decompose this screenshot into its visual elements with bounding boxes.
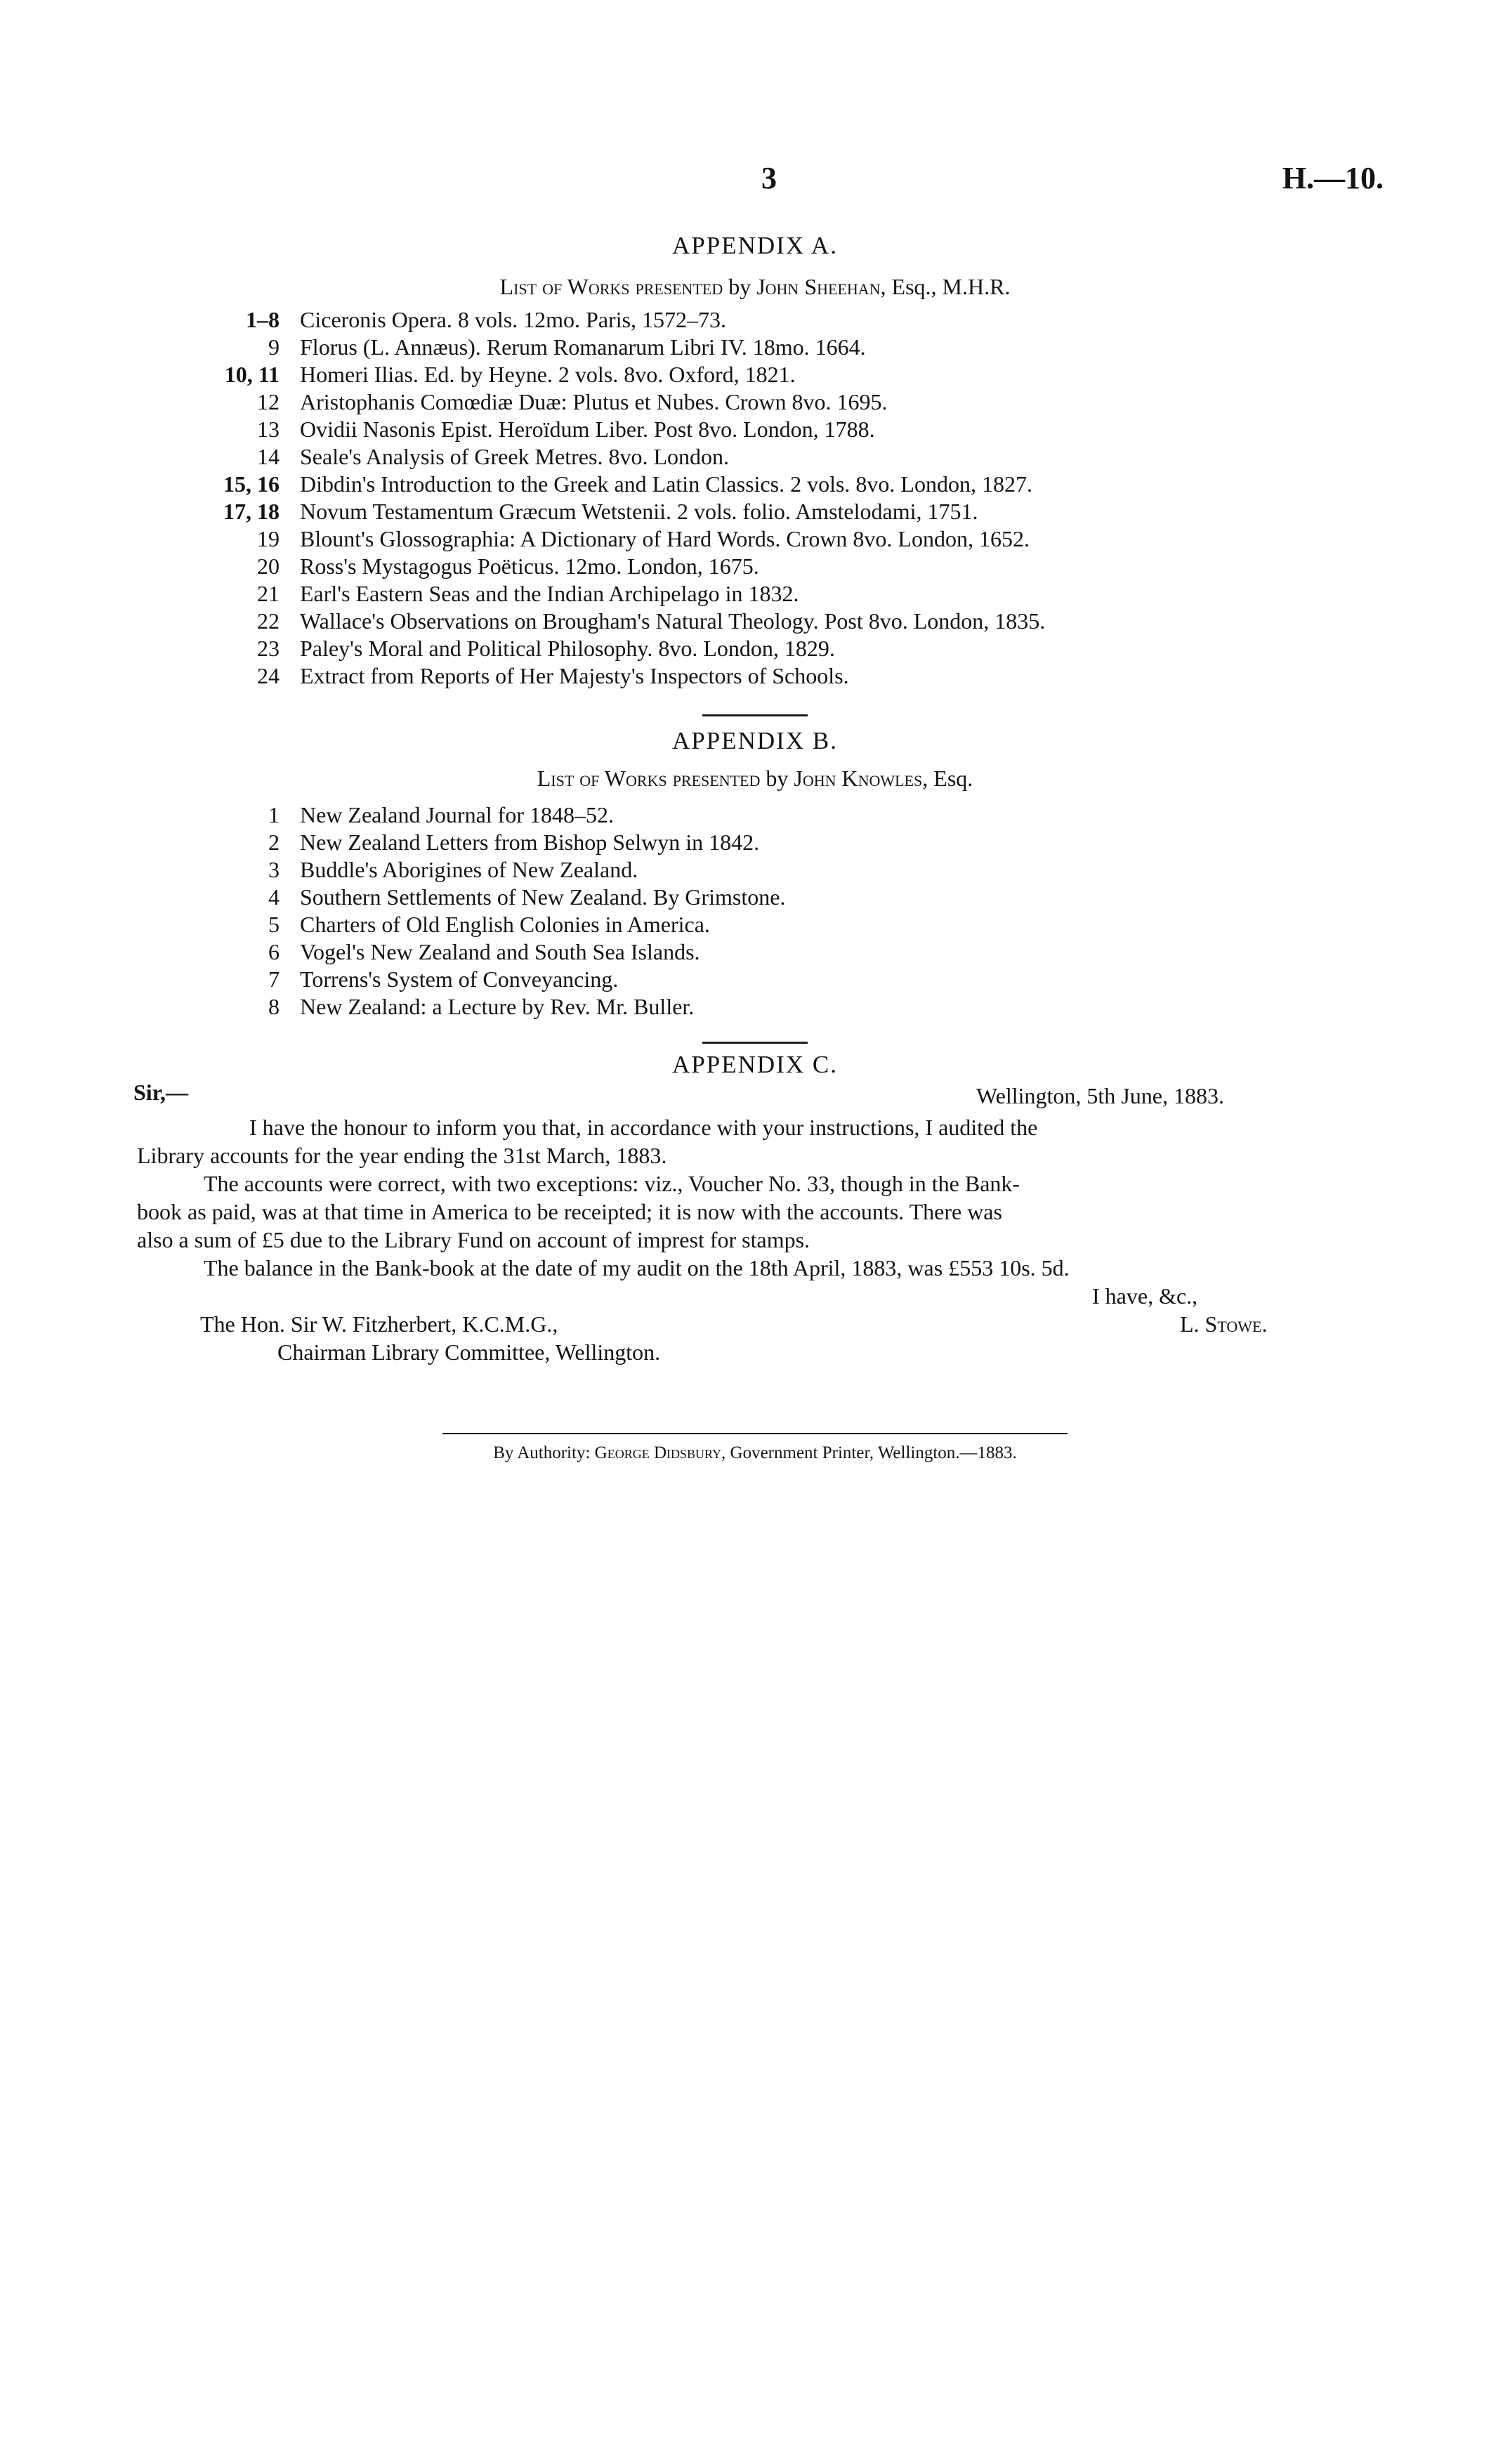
list-item — [0, 388, 1510, 416]
list-item — [0, 883, 1510, 911]
letter-line-4: book as paid, was at that time in America to be receipted; it is now with the accounts. There was — [137, 1199, 1002, 1224]
printer-imprint — [0, 1443, 1510, 1463]
list-item — [0, 938, 1510, 966]
item-number: 2 — [268, 830, 280, 855]
list-item — [0, 360, 1510, 388]
list-item — [0, 856, 1510, 884]
item-number: 20 — [257, 553, 280, 579]
item-number: 3 — [268, 857, 280, 882]
donor-suffix: , Esq. — [922, 766, 973, 791]
appendix-b-heading: APPENDIX B. — [672, 727, 838, 754]
item-title: Vogel's New Zealand and South Sea Islands. — [300, 939, 700, 964]
list-item — [0, 443, 1510, 471]
list-title: List of Works presented — [537, 766, 761, 791]
item-number: 5 — [268, 912, 280, 937]
letter-salutation: Sir,— — [133, 1080, 188, 1105]
imprint-prefix: By Authority: — [493, 1443, 595, 1462]
appendix-a-heading: APPENDIX A. — [672, 232, 838, 259]
item-title: Paley's Moral and Political Philosophy. 8vo. London, 1829. — [300, 636, 835, 661]
item-number: 15, 16 — [223, 471, 280, 497]
letter-signature: L. Stowe. — [1180, 1311, 1268, 1337]
list-item — [0, 470, 1510, 498]
item-number: 6 — [268, 939, 280, 964]
item-title: Buddle's Aborigines of New Zealand. — [300, 857, 638, 882]
item-number: 21 — [257, 581, 280, 606]
appendix-b-list-heading — [0, 766, 1510, 792]
page-number: 3 — [761, 161, 777, 195]
list-item — [0, 801, 1510, 829]
appendix-a-list-heading — [0, 274, 1510, 300]
by-word: by — [760, 766, 794, 791]
item-title: Florus (L. Annæus). Rerum Romanarum Libri IV. 18mo. 1664. — [300, 334, 866, 360]
list-item — [0, 607, 1510, 635]
letter-line-1: I have the honour to inform you that, in accordance with your instructions, I audited the — [249, 1115, 1038, 1140]
item-title: Ross's Mystagogus Poëticus. 12mo. London, 1675. — [300, 553, 759, 579]
letter-closing: I have, &c., — [1092, 1283, 1198, 1309]
item-title: Ovidii Nasonis Epist. Heroïdum Liber. Post 8vo. London, 1788. — [300, 417, 875, 442]
item-number: 19 — [257, 526, 280, 551]
letter-addressee-title: Chairman Library Committee, Wellington. — [277, 1339, 661, 1365]
letter-line-2: Library accounts for the year ending the 31st March, 1883. — [137, 1143, 667, 1168]
item-title: Homeri Ilias. Ed. by Heyne. 2 vols. 8vo. Oxford, 1821. — [300, 362, 796, 387]
item-title: New Zealand: a Lecture by Rev. Mr. Buller. — [300, 994, 695, 1019]
appendix-c-heading: APPENDIX C. — [672, 1051, 838, 1078]
item-title: Extract from Reports of Her Majesty's Inspectors of Schools. — [300, 663, 849, 688]
item-number: 22 — [257, 608, 280, 634]
item-title: New Zealand Letters from Bishop Selwyn in 1842. — [300, 830, 760, 855]
item-number: 23 — [257, 636, 280, 661]
list-item — [0, 634, 1510, 662]
item-number: 1 — [268, 802, 280, 827]
by-word: by — [723, 274, 757, 299]
list-item — [0, 333, 1510, 361]
item-title: Aristophanis Comœdiæ Duæ: Plutus et Nubes. Crown 8vo. 1695. — [300, 389, 888, 414]
donor-suffix: , Esq., M.H.R. — [880, 274, 1011, 299]
item-title: Dibdin's Introduction to the Greek and Latin Classics. 2 vols. 8vo. London, 1827. — [300, 471, 1032, 497]
item-number: 13 — [257, 417, 280, 442]
list-item — [0, 828, 1510, 856]
item-title: Southern Settlements of New Zealand. By Grimstone. — [300, 884, 786, 910]
item-number: 24 — [257, 663, 280, 688]
list-item — [0, 965, 1510, 993]
section-divider — [702, 714, 808, 716]
item-title: Ciceronis Opera. 8 vols. 12mo. Paris, 1572–73. — [300, 307, 727, 332]
item-number: 10, 11 — [224, 362, 280, 387]
footer-rule — [442, 1433, 1068, 1434]
item-title: Novum Testamentum Græcum Wetstenii. 2 vols. folio. Amstelodami, 1751. — [300, 499, 978, 524]
item-number: 4 — [268, 884, 280, 910]
item-number: 14 — [257, 444, 280, 469]
letter-place-date: Wellington, 5th June, 1883. — [976, 1083, 1224, 1108]
list-item — [0, 992, 1510, 1021]
document-reference: H.—10. — [1282, 161, 1384, 195]
donor-name: John Knowles — [794, 766, 923, 791]
letter-line-3: The accounts were correct, with two exceptions: viz., Voucher No. 33, though in the Bank- — [204, 1171, 1020, 1196]
item-number: 8 — [268, 994, 280, 1019]
item-number: 7 — [268, 966, 280, 992]
list-title: List of Works presented — [499, 274, 723, 299]
donor-name: John Sheehan — [756, 274, 881, 299]
letter-line-5: also a sum of £5 due to the Library Fund on account of imprest for stamps. — [137, 1227, 810, 1252]
list-item — [0, 662, 1510, 690]
list-item — [0, 306, 1510, 334]
list-item — [0, 579, 1510, 608]
item-number: 17, 18 — [223, 499, 280, 524]
letter-line-6: The balance in the Bank-book at the date of my audit on the 18th April, 1883, was £553 10s. 5d. — [204, 1255, 1070, 1280]
item-number: 12 — [257, 389, 280, 414]
imprint-rest: , Government Printer, Wellington.—1883. — [721, 1443, 1017, 1462]
item-title: New Zealand Journal for 1848–52. — [300, 802, 614, 827]
list-item — [0, 497, 1510, 525]
item-number: 1–8 — [246, 307, 280, 332]
letter-addressee: The Hon. Sir W. Fitzherbert, K.C.M.G., — [200, 1311, 558, 1337]
item-title: Charters of Old English Colonies in America. — [300, 912, 710, 937]
item-number: 9 — [268, 334, 280, 360]
item-title: Wallace's Observations on Brougham's Natural Theology. Post 8vo. London, 1835. — [300, 608, 1046, 634]
item-title: Torrens's System of Conveyancing. — [300, 966, 619, 992]
item-title: Earl's Eastern Seas and the Indian Archipelago in 1832. — [300, 581, 799, 606]
printer-name: George Didsbury — [594, 1443, 722, 1462]
list-item — [0, 415, 1510, 443]
list-item — [0, 525, 1510, 553]
section-divider — [702, 1042, 808, 1044]
list-item — [0, 910, 1510, 938]
item-title: Blount's Glossographia: A Dictionary of Hard Words. Crown 8vo. London, 1652. — [300, 526, 1030, 551]
item-title: Seale's Analysis of Greek Metres. 8vo. London. — [300, 444, 729, 469]
list-item — [0, 552, 1510, 580]
